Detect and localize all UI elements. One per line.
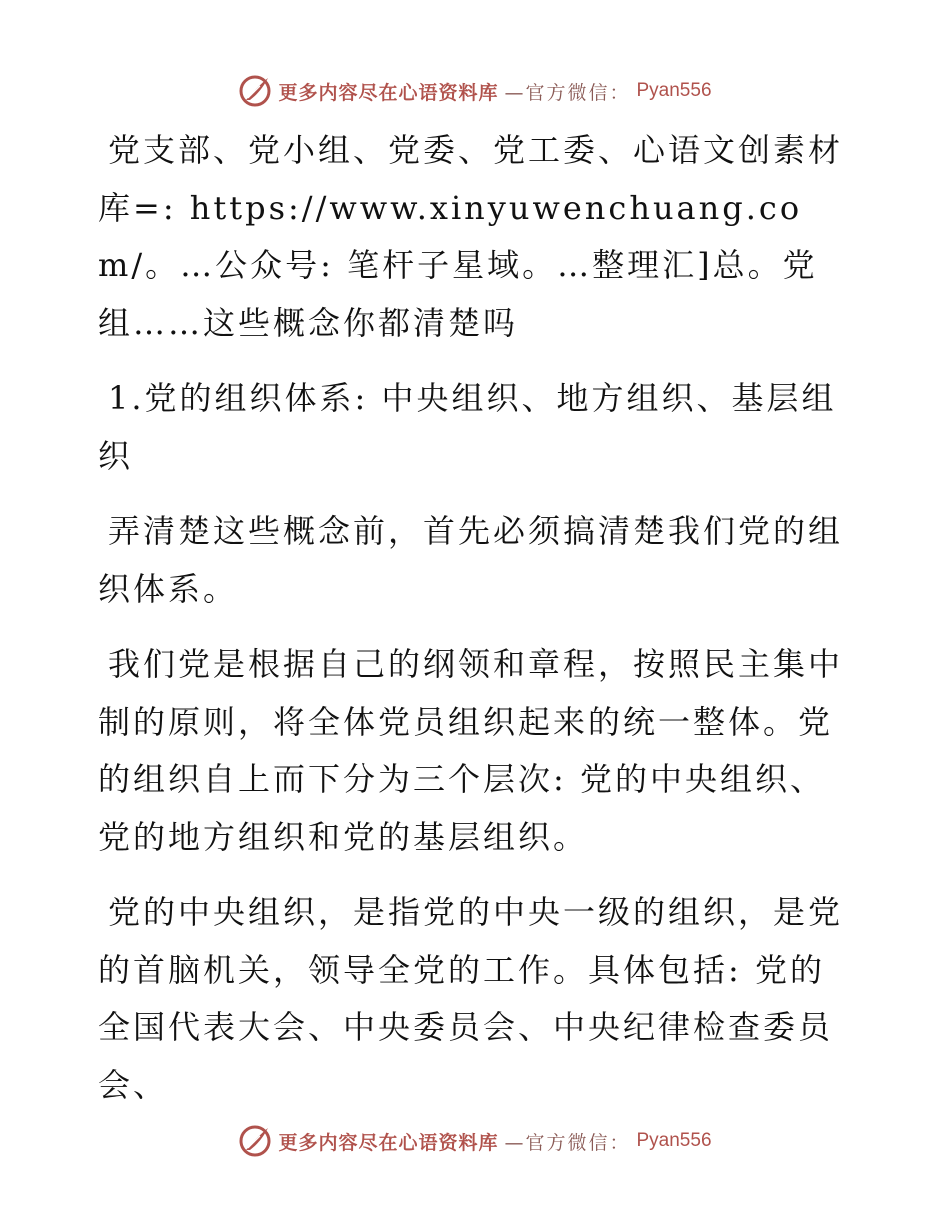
paragraph: 我们党是根据自己的纲领和章程，按照民主集中制的原则，将全体党员组织起来的统一整体。党的组织自上而下分为三个层次: 党的中央组织、党的地方组织和党的基层组织。 [98,645,844,856]
footer-watermark [0,1121,950,1161]
watermark-wechat-id: Pyan556 [636,1130,712,1151]
header-watermark [0,71,950,111]
watermark-brand: 更多内容尽在心语资料库 [278,81,499,104]
document-body [98,122,858,1132]
watermark-brand: 更多内容尽在心语资料库 [278,1131,499,1154]
paragraph: 党的中央组织，是指党的中央一级的组织，是党的首脑机关，领导全党的工作。具体包括: 党的全国代表大会、中央委员会、中央纪律检查委员会、 [98,893,844,1104]
feather-circle-logo-icon [238,1124,272,1158]
watermark-official-label: —官方微信： [504,1131,631,1154]
paragraph: 弄清楚这些概念前，首先必须搞清楚我们党的组织体系。 [98,512,844,608]
feather-circle-logo-icon [238,74,272,108]
watermark-official-label: —官方微信： [504,81,631,104]
watermark-wechat-id: Pyan556 [636,80,712,101]
section-heading: 1.党的组织体系: 中央组织、地方组织、基层组织 [98,379,837,475]
paragraph-intro: 党支部、党小组、党委、党工委、心语文创素材库=: https://www.xinyuwenchuang.com/。…公众号: 笔杆子星域。…整理汇]总。党组……这些概念你都清楚吗 [98,131,844,342]
